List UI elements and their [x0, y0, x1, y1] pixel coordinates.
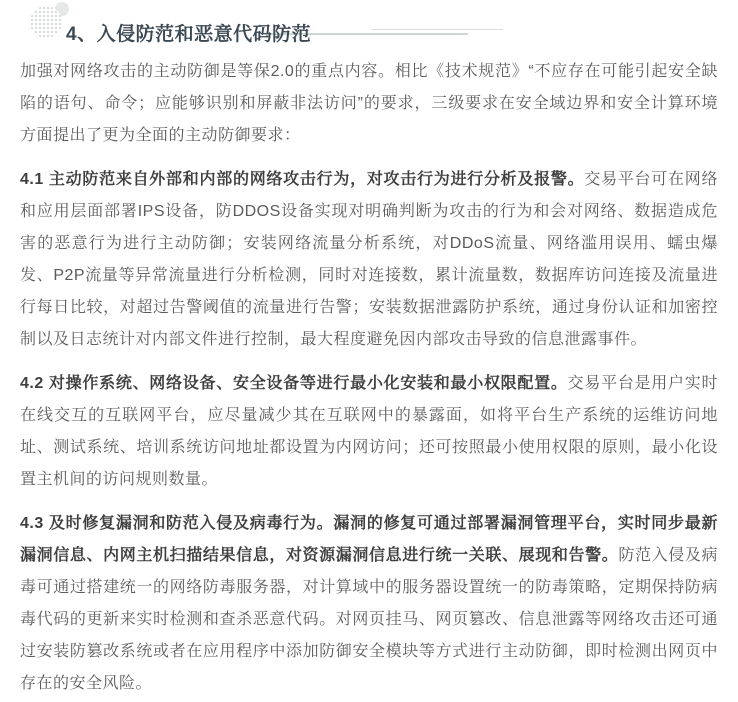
paragraph-4-2	[20, 368, 718, 496]
paragraph-4-2-lead: 4.2 对操作系统、网络设备、安全设备等进行最小化安装和最小权限配置。	[20, 375, 568, 392]
paragraph-4-2-text: 交易平台是用户实时在线交互的互联网平台，应尽量减少其在互联网中的暴露面，如将平台生产系统的运维访问地址、测试系统、培训系统访问地址都设置为内网访问；还可按照最小使用权限的原则，最小化设置主机间的访问规则数量。	[20, 375, 718, 488]
halftone-circle-icon	[30, 6, 62, 38]
paragraph-4-1-text: 交易平台可在网络和应用层面部署IPS设备，防DDOS设备实现对明确判断为攻击的行为和会对网络、数据造成危害的恶意行为进行主动防御；安装网络流量分析系统，对DDoS流量、网络滥用误用、蠕虫爆发、P2P流量等异常流量进行分析检测，同时对连接数，累计流量数，数据库访问连接及流量进行每日比较，对超过告警阈值的流量进行告警；安装数据泄露防护系统，通过身份认证和加密控制以及日志统计对内部文件进行控制，最大程度避免因内部攻击导致的信息泄露事件。	[20, 171, 718, 348]
intro-paragraph	[20, 56, 718, 152]
paragraph-4-3	[20, 508, 718, 700]
paragraph-4-3-lead: 4.3 及时修复漏洞和防范入侵及病毒行为。漏洞的修复可通过部署漏洞管理平台，实时同步最新漏洞信息、内网主机扫描结果信息，对资源漏洞信息进行统一关联、展现和告警。	[20, 515, 718, 564]
intro-paragraph-text: 加强对网络攻击的主动防御是等保2.0的重点内容。相比《技术规范》“不应存在可能引起安全缺陷的语句、命令；应能够识别和屏蔽非法访问”的要求，三级要求在安全域边界和安全计算环境方面提出了更为全面的主动防御要求：	[20, 63, 718, 144]
paragraph-4-1-lead: 4.1 主动防范来自外部和内部的网络攻击行为，对攻击行为进行分析及报警。	[20, 171, 585, 188]
section-title-row	[20, 0, 718, 56]
paragraph-4-3-text: 防范入侵及病毒可通过搭建统一的网络防毒服务器，对计算域中的服务器设置统一的防毒策略，定期保持防病毒代码的更新来实时检测和查杀恶意代码。对网页挂马、网页篡改、信息泄露等网络攻击还可通过安装防篡改系统或者在应用程序中添加防御安全模块等方式进行主动防御，即时检测出网页中存在的安全风险。	[20, 547, 718, 692]
section-title: 4、入侵防范和恶意代码防范	[66, 23, 312, 45]
paragraph-4-1	[20, 164, 718, 356]
title-underline-gray	[372, 29, 503, 30]
